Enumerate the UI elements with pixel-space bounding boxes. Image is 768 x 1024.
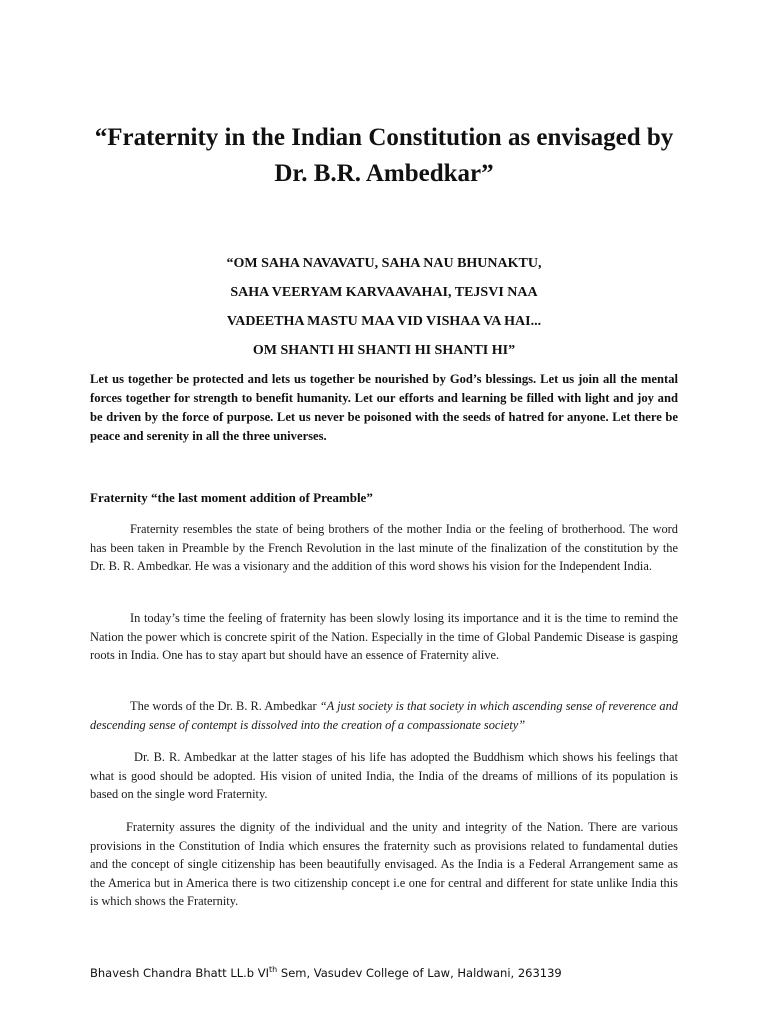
footer-institution: Sem, Vasudev College of Law, Haldwani, 263139 [277, 965, 562, 980]
mantra-line: VADEETHA MASTU MAA VID VISHAA VA HAI... [226, 314, 542, 329]
paragraph: In today’s time the feeling of fraternity has been slowly losing its importance and it is the time to remind the Nation the power which is concrete spirit of the Nation. Especially in the time of Global Pandemic Disease is gasping roots in India. One has to stay apart but should have an essence of Fraternity alive. [90, 611, 678, 662]
ambedkar-quote: “A just society is that society in which ascending sense of reverence and descending sense of contempt is dissolved into the creation of a compassionate society” [90, 699, 678, 732]
paragraph [90, 697, 678, 734]
paragraph: Fraternity assures the dignity of the individual and the unity and integrity of the Nation. There are various provisions in the Constitution of India which ensures the fraternity such as provisions related to fundamental duties and the concept of single citizenship has been beautifully envisaged. As the India is a Federal Arrangement same as the America but in America there is two citizenship concept i.e one for central and different for state unlike India this is which shows the Fraternity. [90, 820, 678, 908]
page-title [60, 120, 708, 192]
paragraph: Dr. B. R. Ambedkar at the latter stages of his life has adopted the Buddhism which shows his feelings that what is good should be adopted. His vision of united India, the India of the dreams of millions of its population is based on the single word Fraternity. [90, 750, 678, 801]
mantra-line: SAHA VEERYAM KARVAAVAHAI, TEJSVI NAA [230, 285, 538, 300]
footer-author: Bhavesh Chandra Bhatt LL.b VI [90, 965, 270, 980]
mantra-translation: Let us together be protected and lets us together be nourished by God’s blessings. Let us join all the mental forces together for strength to benefit humanity. Let our efforts and learning be filled with light and joy and be driven by the force of purpose. Let us never be poisoned with the seeds of hatred for anyone. Let there be peace and serenity in all the three universes. [90, 372, 678, 443]
title-line-2: Dr. B.R. Ambedkar” [274, 160, 494, 187]
page-footer [90, 961, 690, 982]
mantra-line: OM SHANTI HI SHANTI HI SHANTI HI” [252, 343, 516, 358]
section-heading: Fraternity “the last moment addition of Preamble” [90, 490, 373, 505]
paragraph: Fraternity resembles the state of being brothers of the mother India or the feeling of brotherhood. The word has been taken in Preamble by the French Revolution in the last minute of the finalization of the constitution by the Dr. B. R. Ambedkar. He was a visionary and the addition of this word shows his vision for the Independent India. [90, 522, 678, 573]
footer-superscript: th [269, 965, 278, 974]
mantra-line: “OM SAHA NAVAVATU, SAHA NAU BHUNAKTU, [226, 256, 542, 271]
mantra-block [90, 249, 678, 365]
quote-lead: The words of the Dr. B. R. Ambedkar [130, 699, 320, 713]
title-line-1: “Fraternity in the Indian Constitution as envisaged by [94, 124, 674, 151]
